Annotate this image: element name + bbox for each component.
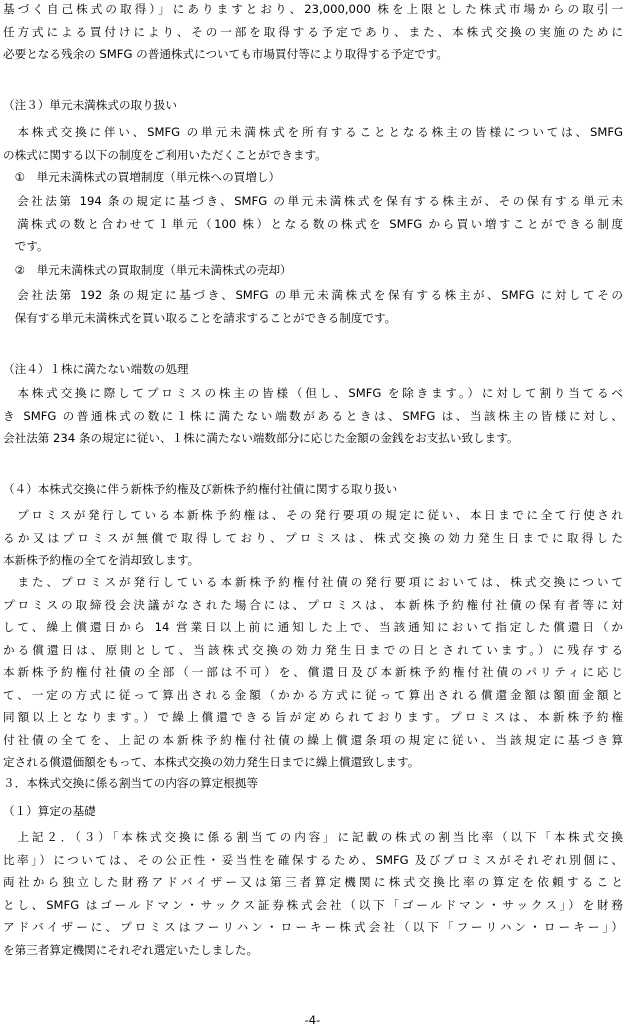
text-line: 会社法第 192 条の規定に基づき、SMFG の単元未満株式を保有する株主が、SMFG に対してその [3,288,623,302]
text-line: ３．本株式交換に係る割当ての内容の算定根拠等 [3,776,259,790]
text-line: 付社債の全てを、上記の本新株予約権付社債の繰上償還条項の規定に従い、当該規定に基づき算 [3,732,623,747]
text-line: （４）本株式交換に伴う新株予約権及び新株予約権付社債に関する取り扱い [3,482,398,496]
text-line: 必要となる残余の SMFG の普通株式についても市場買付等により取得する予定です。 [3,47,449,61]
text-line: 会社法第 234 条の規定に従い、１株に満たない端数部分に応じた金額の金銭をお支払い致します。 [3,431,519,445]
text-line: を第三者算定機関にそれぞれ選定いたしました。 [3,942,259,957]
text-line: ② 単元未満株式の買取制度（単元未満株式の売却） [3,263,292,277]
text-line: 基づく自己株式の取得）」にありますとおり、23,000,000 株を上限とした株式市場からの取引一 [3,2,623,16]
text-line: かる償還日は、原則として、当該株式交換の効力発生日までの日とされています。）に残存する [3,642,623,657]
text-line: 本新株予約権付社債の全部（一部は不可）を、償還日及び本新株予約権付社債のパリティに応じ [3,665,623,679]
text-line: 保有する単元未満株式を買い取ることを請求することができる制度です。 [3,310,397,325]
text-line: です。 [3,239,49,253]
text-line: て、一定の方式に従って算出される金額（かかる方式に従って算出される償還金額は額面金額と [3,687,623,702]
text-line: 任方式による買付けにより、その一部を取得する予定であり、また、本株式交換の実施のために [3,24,623,39]
text-line: 両社から独立した財務アドバイザー又は第三者算定機関に株式交換比率の算定を依頼すること [3,875,623,889]
text-line: 比率」）については、その公正性・妥当性を確保するため、SMFG 及びプロミスがそれぞれ別個に、 [3,852,623,867]
text-line: 同額以上となります。）で繰上償還できる旨が定められております。プロミスは、本新株予約権 [3,710,623,724]
text-line: （１）算定の基礎 [3,804,96,818]
text-line: 満株式の数と合わせて１単元（100 株）となる数の株式を SMFG から買い増すことができる制度 [3,216,623,231]
text-line: 本株式交換に伴い、SMFG の単元未満株式を所有することとなる株主の皆様については、SMFG [3,125,623,139]
text-line: また、プロミスが発行している本新株予約権付社債の発行要項においては、株式交換について [3,575,623,589]
text-line: アドバイザーに、プロミスはフーリハン・ローキー株式会社（以下「フーリハン・ローキー」） [3,920,623,934]
text-line: とし、SMFG はゴールドマン・サックス証券株式会社（以下「ゴールドマン・サックス」）を財務 [3,897,623,912]
text-line: 会社法第 194 条の規定に基づき、SMFG の単元未満株式を保有する株主が、その保有する単元未 [3,194,623,208]
text-line: き SMFG の普通株式の数に１株に満たない端数があるときは、SMFG は、当該株主の皆様に対し、 [3,408,623,423]
text-line: プロミスが発行している本新株予約権は、その発行要項の規定に従い、本日までに全て行使され [3,508,623,522]
text-line: 定される償還価額をもって、本株式交換の効力発生日までに繰上償還致します。 [3,755,420,769]
text-line: 本新株予約権の全てを消却致します。 [3,553,200,567]
text-line: 上記２．（３）「本株式交換に係る割当ての内容」に記載の株式の割当比率（以下「本株式交換 [3,830,623,844]
text-line: の株式に関する以下の制度をご利用いただくことができます。 [3,147,327,162]
text-line: ① 単元未満株式の買増制度（単元株への買増し） [3,170,281,184]
text-line: して、繰上償還日から 14 営業日以上前に通知した上で、当該通知において指定した償還日（か [3,620,623,634]
text-line: （注３）単元未満株式の取り扱い [3,98,177,112]
text-line: プロミスの取締役会決議がなされた場合には、プロミスは、本新株予約権付社債の保有者等に対 [3,597,623,612]
text-line: るか又はプロミスが無償で取得しており、プロミスは、株式交換の効力発生日までに取得した [3,530,623,545]
text-line: （注４）１株に満たない端数の処理 [3,362,189,376]
page-number: -4- [304,1013,321,1027]
text-line: 本株式交換に際してプロミスの株主の皆様（但し、SMFG を除きます。）に対して割り当てるべ [3,386,623,400]
